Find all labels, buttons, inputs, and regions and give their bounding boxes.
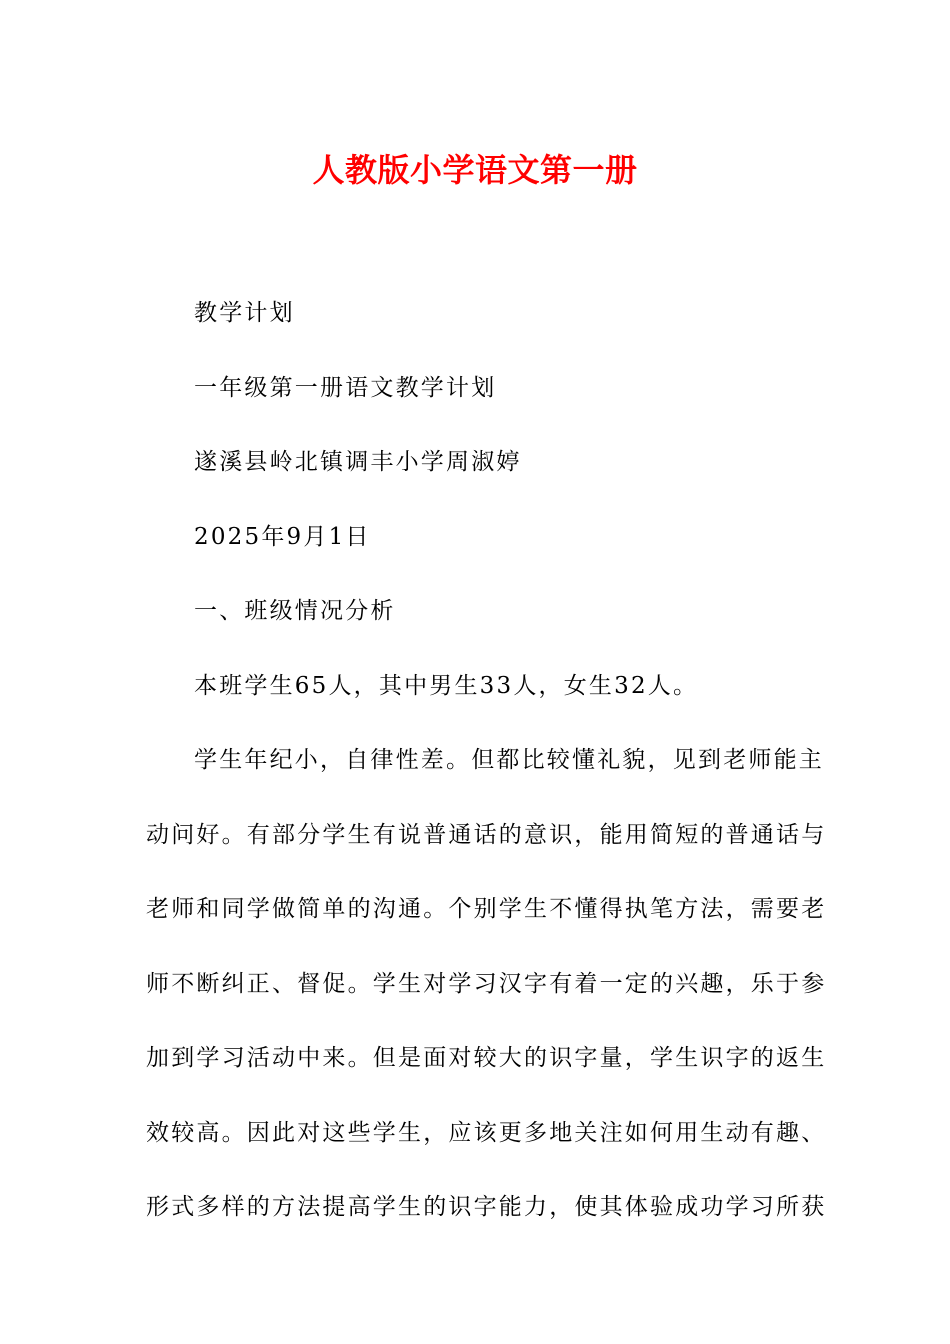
paragraph-line: 师不断纠正、督促。学生对学习汉字有着一定的兴趣，乐于参 — [146, 970, 827, 997]
section-heading-class-analysis: 一、班级情况分析 — [194, 598, 396, 624]
document-title: 人教版小学语文第一册 — [312, 151, 638, 189]
class-description-paragraph — [146, 723, 827, 1245]
paragraph-line: 动问好。有部分学生有说普通话的意识，能用简短的普通话与 — [146, 821, 827, 848]
author-line: 遂溪县岭北镇调丰小学周淑婷 — [194, 449, 522, 475]
section-heading-plan: 教学计划 — [194, 300, 295, 326]
plan-subtitle: 一年级第一册语文教学计划 — [194, 374, 497, 401]
document-body — [146, 276, 827, 1245]
paragraph-line: 学生年纪小，自律性差。但都比较懂礼貌，见到老师能主 — [194, 747, 824, 773]
class-stats-paragraph: 本班学生65人，其中男生33人，女生32人。 — [194, 672, 699, 699]
paragraph-line: 加到学习活动中来。但是面对较大的识字量，学生识字的返生 — [146, 1045, 827, 1071]
paragraph-line: 形式多样的方法提高学生的识字能力，使其体验成功学习所获 — [146, 1194, 827, 1220]
paragraph-line: 老师和同学做简单的沟通。个别学生不懂得执笔方法，需要老 — [146, 896, 827, 922]
paragraph-line: 效较高。因此对这些学生，应该更多地关注如何用生动有趣、 — [146, 1119, 827, 1146]
date-line: 2025年9月1日 — [194, 523, 371, 550]
